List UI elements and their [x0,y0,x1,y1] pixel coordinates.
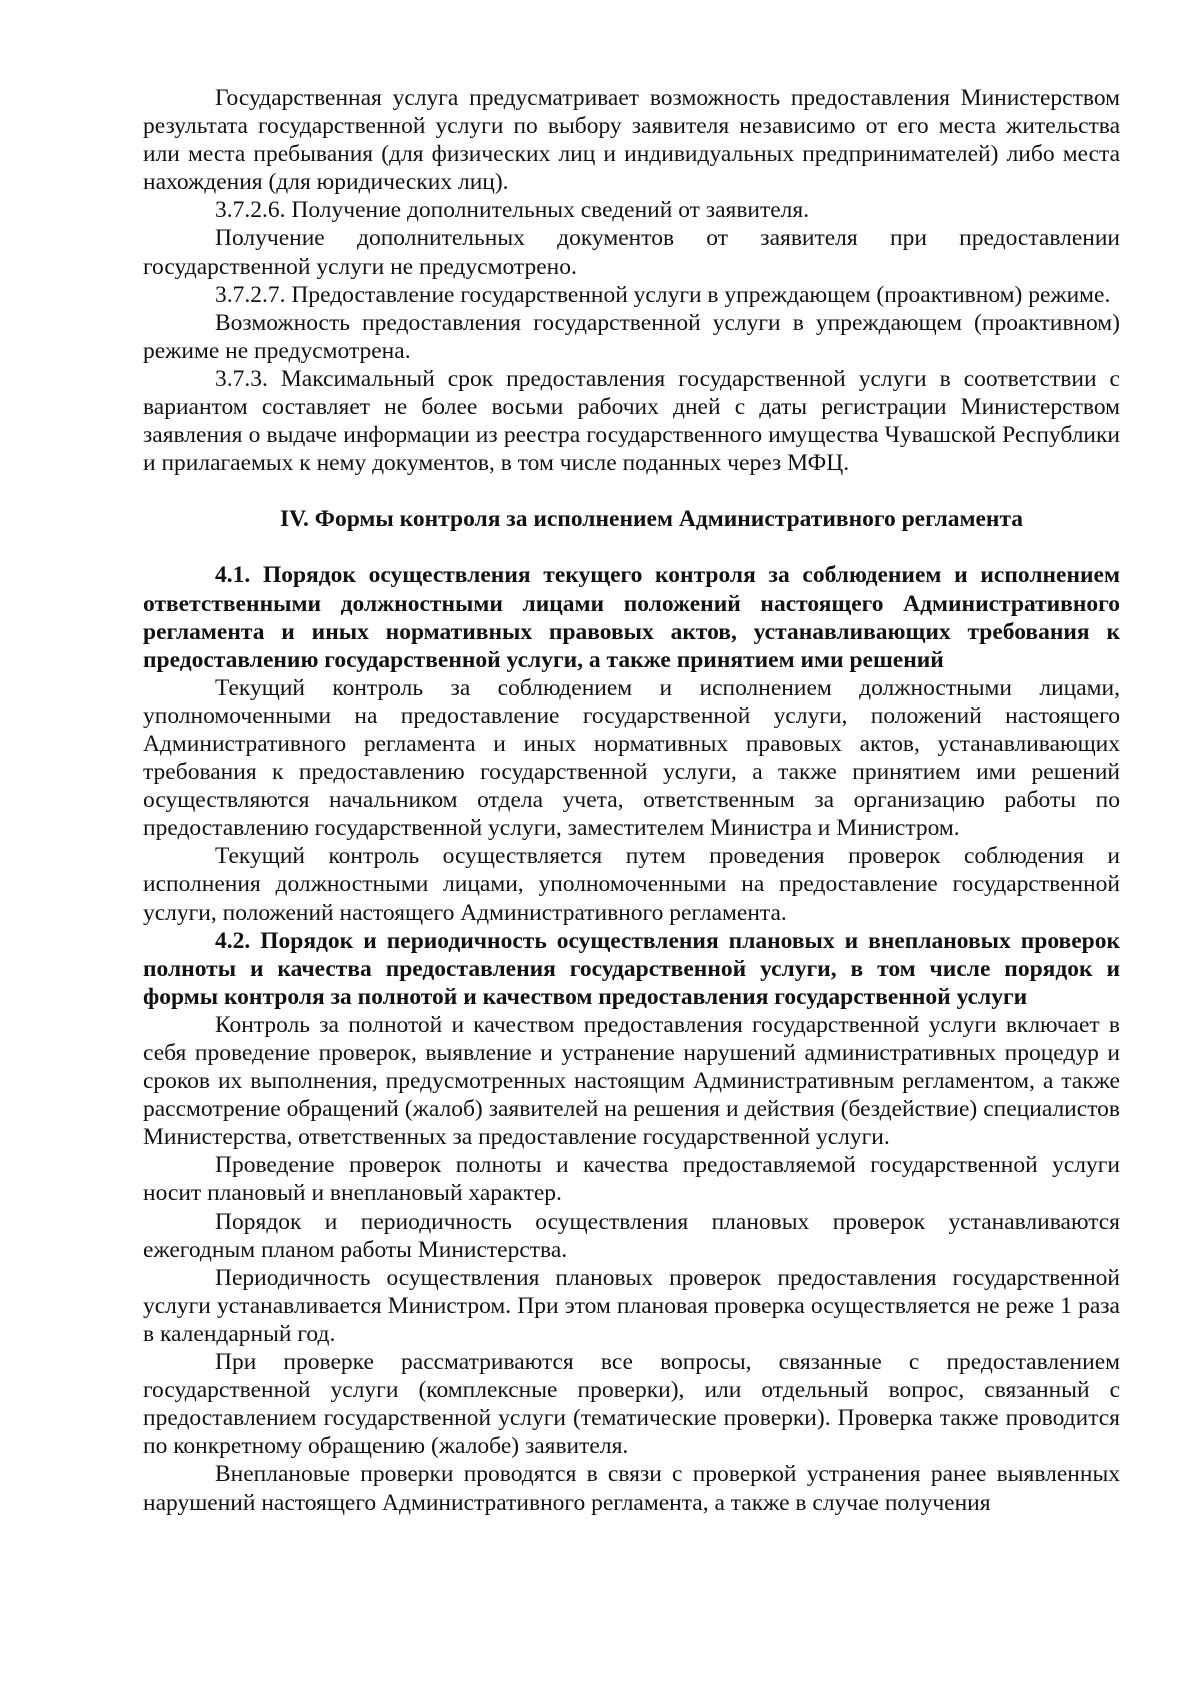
paragraph: Проведение проверок полноты и качества предоставляемой государственной услуги носит плановый и внеплановый характер. [143,1152,1120,1207]
spacer [143,533,1120,561]
paragraph: Получение дополнительных документов от заявителя при предоставлении государственной услуги не предусмотрено. [143,225,1120,280]
paragraph: 3.7.2.7. Предоставление государственной услуги в упреждающем (проактивном) режиме. [215,281,1111,308]
paragraph: 3.7.2.6. Получение дополнительных сведений от заявителя. [215,197,810,224]
paragraph: 3.7.3. Максимальный срок предоставления государственной услуги в соответствии с вариантом составляет не более восьми рабочих дней с даты регистрации Министерством заявления о выдаче информации из реестра государственного имущества Чувашской Республики и прилагаемых к нему документов, в том числе поданных через МФЦ. [143,365,1120,477]
subsection-heading-4-2: 4.2. Порядок и периодичность осуществления плановых и внеплановых проверок полноты и качества предоставления государственной услуги, в том числе порядок и формы контроля за полнотой и качеством предоставления государственной услуги [143,927,1120,1010]
paragraph: Порядок и периодичность осуществления плановых проверок устанавливаются ежегодным планом работы Министерства. [143,1208,1120,1263]
paragraph: При проверке рассматриваются все вопросы, связанные с предоставлением государственной услуги (комплексные проверки), или отдельный вопрос, связанный с предоставлением государственной услуги (тематические проверки). Проверка также проводится по конкретному обращению (жалобе) заявителя. [143,1349,1120,1460]
document-page [143,84,1120,1517]
paragraph: Государственная услуга предусматривает возможность предоставления Министерством результата государственной услуги по выбору заявителя независимо от его места жительства или места пребывания (для физических лиц и индивидуальных предпринимателей) либо места нахождения (для юридических лиц). [143,85,1120,196]
section-title: IV. Формы контроля за исполнением Административного регламента [279,506,1024,533]
paragraph: Внеплановые проверки проводятся в связи с проверкой устранения ранее выявленных нарушений настоящего Административного регламента, а также в случае получения [143,1461,1120,1516]
paragraph: Текущий контроль осуществляется путем проведения проверок соблюдения и исполнения должностными лицами, уполномоченными на предоставление государственной услуги, положений настоящего Административного регламента. [143,843,1120,926]
paragraph: Текущий контроль за соблюдением и исполнением должностными лицами, уполномоченными на предоставление государственной услуги, положений настоящего Административного регламента и иных нормативных правовых актов, устанавливающих требования к предоставлению государственной услуги, а также принятием ими решений осуществляются начальником отдела учета, ответственным за организацию работы по предоставлению государственной услуги, заместителем Министра и Министром. [143,674,1120,842]
paragraph: Возможность предоставления государственной услуги в упреждающем (проактивном) режиме не предусмотрена. [143,309,1120,364]
paragraph: Периодичность осуществления плановых проверок предоставления государственной услуги устанавливается Министром. При этом плановая проверка осуществляется не реже 1 раза в календарный год. [143,1264,1120,1347]
paragraph: Контроль за полнотой и качеством предоставления государственной услуги включает в себя проведение проверок, выявление и устранение нарушений административных процедур и сроков их выполнения, предусмотренных настоящим Административным регламентом, а также рассмотрение обращений (жалоб) заявителей на решения и действия (бездействие) специалистов Министерства, ответственных за предоставление государственной услуги. [143,1011,1120,1151]
spacer [143,477,1120,505]
subsection-heading-4-1: 4.1. Порядок осуществления текущего контроля за соблюдением и исполнением ответственными должностными лицами положений настоящего Административного регламента и иных нормативных правовых актов, устанавливающих требования к предоставлению государственной услуги, а также принятием ими решений [143,562,1120,673]
